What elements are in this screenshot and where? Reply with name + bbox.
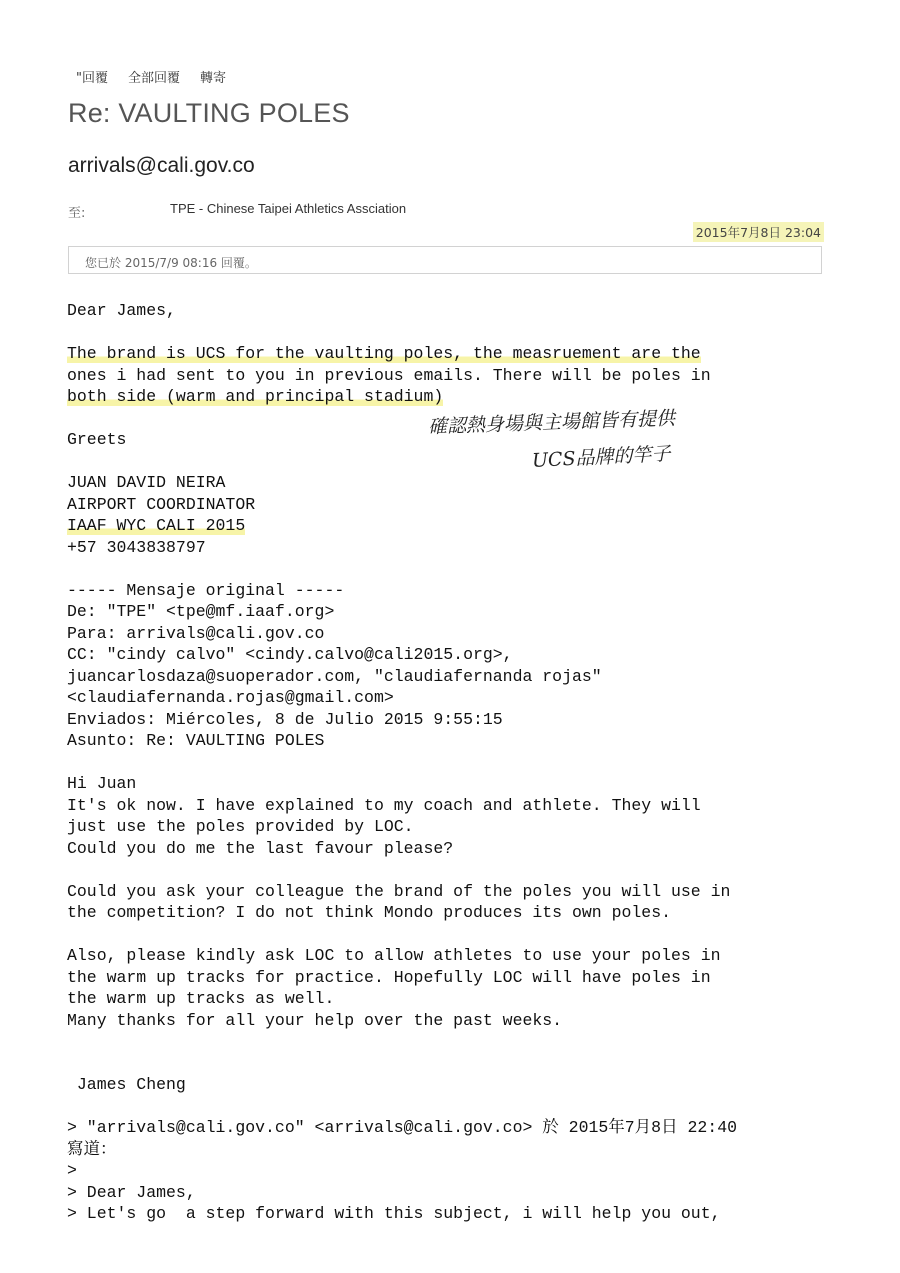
blank-line <box>67 1053 847 1075</box>
body-line: Greets <box>67 430 127 449</box>
blank-line <box>67 924 847 946</box>
reply-all-action[interactable]: 全部回覆 <box>127 71 180 86</box>
blank-line <box>67 1096 847 1118</box>
blank-line <box>67 752 847 774</box>
reply-notice-box <box>68 246 822 274</box>
original-cc: <claudiafernanda.rojas@gmail.com> <box>67 688 394 707</box>
email-date: 2015年7月8日 23:04 <box>693 222 824 242</box>
highlighted-text: both side (warm and principal stadium) <box>67 387 444 406</box>
body-line: the competition? I do not think Mondo produces its own poles. <box>67 903 671 922</box>
handwritten-note <box>427 407 788 478</box>
original-sent: Enviados: Miércoles, 8 de Julio 2015 9:55:15 <box>67 709 503 729</box>
body-line: just use the poles provided by LOC. <box>67 817 414 836</box>
quoted-line: > Dear James, <box>67 1182 196 1202</box>
signature-name: JUAN DAVID NEIRA <box>67 473 226 492</box>
body-line: Dear James, <box>67 301 176 320</box>
body-line: the warm up tracks for practice. Hopefully LOC will have poles in <box>67 967 711 987</box>
reply-notice: 您已於 2015/7/9 08:16 回覆。 <box>85 256 257 270</box>
recipient-label: 至: <box>68 206 86 221</box>
signature-phone: +57 3043838797 <box>67 537 206 557</box>
original-to: Para: arrivals@cali.gov.co <box>67 623 325 643</box>
body-line: It's ok now. I have explained to my coach and athlete. They will <box>67 795 701 815</box>
handwritten-line: UCS品牌的竿子 <box>531 442 671 472</box>
original-cc: CC: "cindy calvo" <cindy.calvo@cali2015.org>, <box>67 645 513 664</box>
recipient-name: TPE - Chinese Taipei Athletics Assciation <box>170 201 407 216</box>
highlighted-text: IAAF WYC CALI 2015 <box>67 516 246 535</box>
body-line: ones i had sent to you in previous emails. There will be poles in <box>67 365 711 385</box>
signature-event <box>67 515 847 537</box>
original-cc: juancarlosdaza@suoperador.com, "claudiafernanda rojas" <box>67 666 602 686</box>
blank-line <box>67 859 847 881</box>
quoted-line: > Let's go a step forward with this subject, i will help you out, <box>67 1204 721 1223</box>
blank-line <box>67 1031 847 1053</box>
email-sender: arrivals@cali.gov.co <box>68 154 255 177</box>
sender-signature: James Cheng <box>67 1075 186 1094</box>
quoted-line: > <box>67 1161 77 1180</box>
body-line: Hi Juan <box>67 774 137 793</box>
blank-line <box>67 322 847 344</box>
body-line: Could you ask your colleague the brand of the poles you will use in <box>67 881 731 901</box>
reply-action[interactable]: "回覆 <box>76 71 108 86</box>
original-subject: Asunto: Re: VAULTING POLES <box>67 731 325 750</box>
original-from: De: "TPE" <tpe@mf.iaaf.org> <box>67 602 335 621</box>
handwritten-line: 確認熱身場與主場館皆有提供 <box>427 407 676 438</box>
quoted-header: > "arrivals@cali.gov.co" <arrivals@cali.gov.co> 於 2015年7月8日 22:40 <box>67 1118 737 1137</box>
email-subject: Re: VAULTING POLES <box>68 98 350 128</box>
highlighted-text: The brand is UCS for the vaulting poles, the measruement are the <box>67 344 701 363</box>
original-message-divider: ----- Mensaje original ----- <box>67 580 345 600</box>
signature-title: AIRPORT COORDINATOR <box>67 494 256 514</box>
quoted-header: 寫道： <box>67 1139 117 1159</box>
forward-action[interactable]: 轉寄 <box>200 71 227 86</box>
body-line <box>67 343 847 365</box>
body-line: Could you do me the last favour please? <box>67 838 454 858</box>
body-line: Also, please kindly ask LOC to allow athletes to use your poles in <box>67 946 721 965</box>
body-line: Many thanks for all your help over the past weeks. <box>67 1010 563 1030</box>
body-line: the warm up tracks as well. <box>67 989 335 1008</box>
email-actions <box>76 67 226 86</box>
blank-line <box>67 558 847 580</box>
